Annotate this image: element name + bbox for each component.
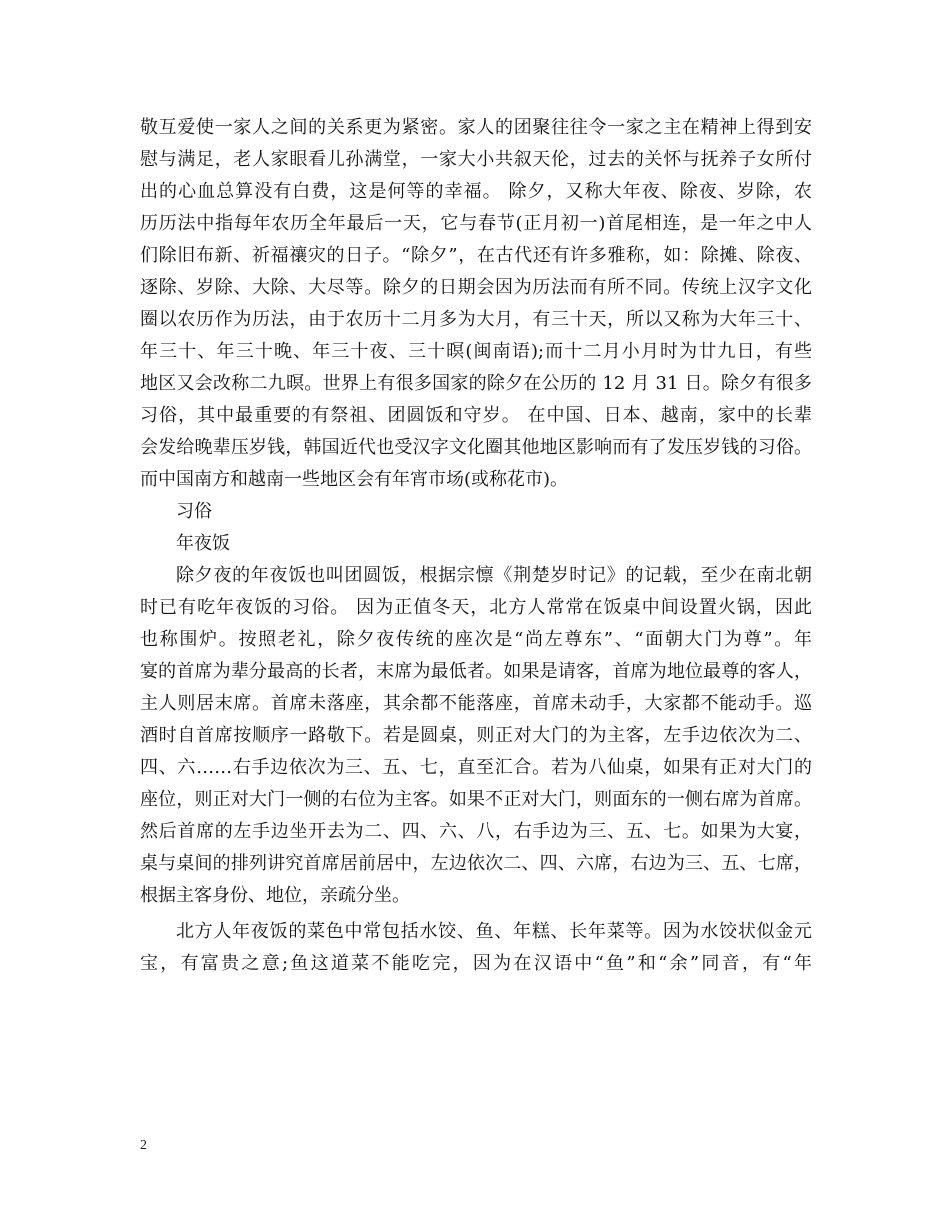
text-line: 年三十、年三十晚、年三十夜、三十暝(闽南语);而十二月小月时为廿九日，有些 — [140, 341, 812, 362]
text-line: 历历法中指每年农历全年最后一天，它与春节(正月初一)首尾相连，是一年之中人 — [140, 213, 812, 234]
text-line: 出的心血总算没有白费，这是何等的幸福。 除夕，又称大年夜、除夜、岁除，农 — [140, 181, 812, 202]
text-line: 逐除、岁除、大除、大尽等。除夕的日期会因为历法而有所不同。传统上汉字文化 — [140, 277, 812, 298]
text-line: 圈以农历作为历法，由于农历十二月多为大月，有三十天，所以又称为大年三十、 — [140, 309, 812, 330]
body-text — [140, 112, 812, 980]
text-line: 宝，有富贵之意;鱼这道菜不能吃完，因为在汉语中“鱼”和“余”同音，有“年 — [140, 953, 812, 974]
text-line: 慰与满足，老人家眼看儿孙满堂，一家大小共叙天伦，过去的关怀与抚养子女所付 — [140, 149, 812, 170]
page-number: 2 — [140, 1138, 147, 1153]
text-line: 宴的首席为辈分最高的长者，末席为最低者。如果是请客，首席为地位最尊的客人， — [140, 661, 812, 682]
text-line: 主人则居末席。首席未落座，其余都不能落座，首席未动手，大家都不能动手。巡 — [140, 693, 812, 714]
text-line: 除夕夜的年夜饭也叫团圆饭，根据宗懔《荆楚岁时记》的记载，至少在南北朝 — [176, 565, 812, 586]
text-line: 北方人年夜饭的菜色中常包括水饺、鱼、年糕、长年菜等。因为水饺状似金元 — [176, 921, 812, 942]
text-line: 座位，则正对大门一侧的右位为主客。如果不正对大门，则面东的一侧右席为首席。 — [140, 789, 812, 810]
text-line: 也称围炉。按照老礼，除夕夜传统的座次是“尚左尊东”、“面朝大门为尊”。年 — [140, 629, 812, 650]
text-line: 会发给晚辈压岁钱，韩国近代也受汉字文化圈其他地区影响而有了发压岁钱的习俗。 — [140, 437, 812, 458]
section-heading: 习俗 — [176, 501, 212, 522]
text-line: 敬互爱使一家人之间的关系更为紧密。家人的团聚往往令一家之主在精神上得到安 — [140, 117, 812, 138]
text-line: 酒时自首席按顺序一路敬下。若是圆桌，则正对大门的为主客，左手边依次为二、 — [140, 725, 812, 746]
text-line: 桌与桌间的排列讲究首席居前居中，左边依次二、四、六席，右边为三、五、七席， — [140, 853, 812, 874]
section-heading: 年夜饭 — [176, 533, 230, 554]
text-line: 根据主客身份、地位，亲疏分坐。 — [140, 885, 410, 906]
text-line: 们除旧布新、祈福禳灾的日子。“除夕”，在古代还有许多雅称，如：除摊、除夜、 — [140, 245, 812, 266]
text-line: 四、六……右手边依次为三、五、七，直至汇合。若为八仙桌，如果有正对大门的 — [140, 757, 812, 778]
text-line: 地区又会改称二九暝。世界上有很多国家的除夕在公历的 12 月 31 日。除夕有很多 — [140, 373, 812, 394]
text-line: 而中国南方和越南一些地区会有年宵市场(或称花市)。 — [140, 469, 569, 490]
text-line: 然后首席的左手边坐开去为二、四、六、八，右手边为三、五、七。如果为大宴， — [140, 821, 812, 842]
text-line: 习俗，其中最重要的有祭祖、团圆饭和守岁。 在中国、日本、越南，家中的长辈 — [140, 405, 812, 426]
text-line: 时已有吃年夜饭的习俗。 因为正值冬天，北方人常常在饭桌中间设置火锅，因此 — [140, 597, 812, 618]
